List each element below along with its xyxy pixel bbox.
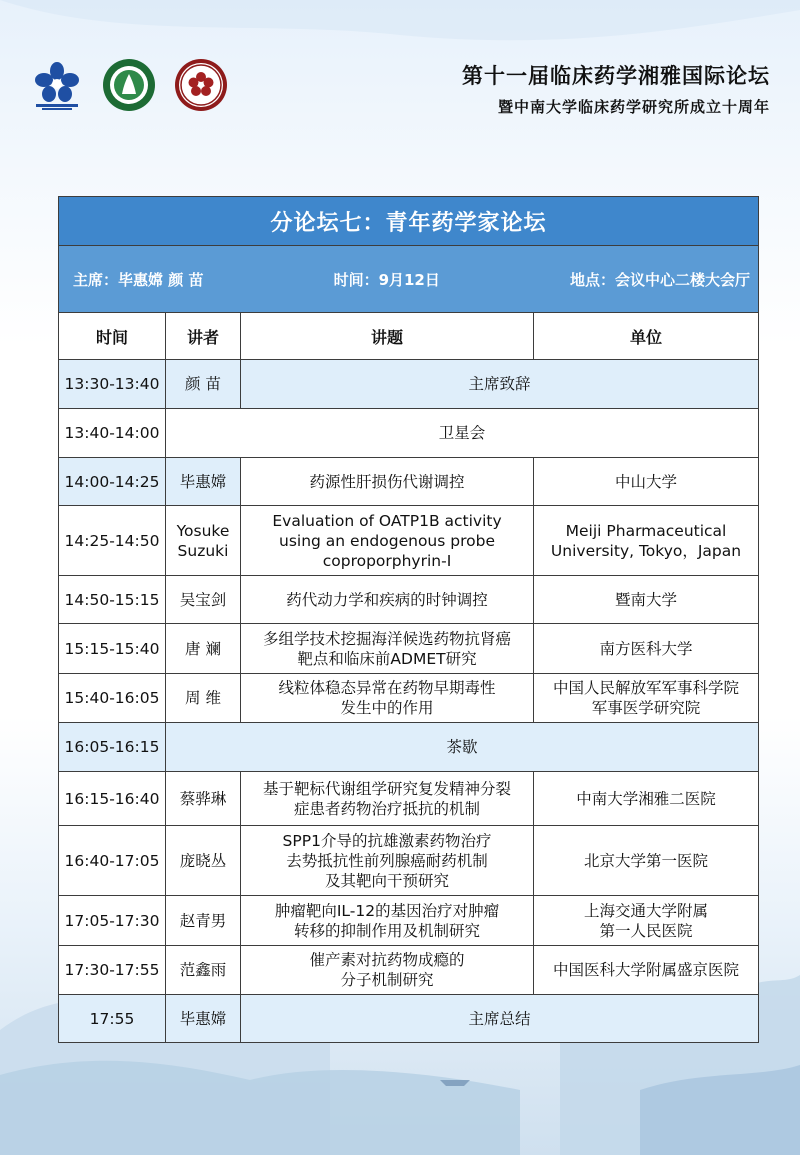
- forum-title: 分论坛七：青年药学家论坛: [59, 197, 759, 246]
- row-unit: 中山大学: [534, 458, 759, 506]
- row-unit: 中南大学湘雅二医院: [534, 772, 759, 826]
- table-row: [59, 946, 759, 995]
- row-speaker: 吴宝剑: [166, 576, 241, 624]
- forum-location: 地点：会议中心二楼大会厅: [569, 270, 750, 289]
- row-speaker: 蔡骅琳: [166, 772, 241, 826]
- schedule-table-container: [58, 196, 758, 1043]
- red-flower-seal-icon: [174, 58, 228, 112]
- row-time: 13:30-13:40: [59, 360, 166, 409]
- logo-group: [30, 58, 228, 112]
- row-unit: Meiji Pharmaceutical University, Tokyo，Japan: [534, 506, 759, 576]
- row-speaker: 唐 斓: [166, 624, 241, 674]
- column-header-unit: 单位: [534, 313, 759, 360]
- row-speaker: Yosuke Suzuki: [166, 506, 241, 576]
- table-row: [59, 772, 759, 826]
- row-topic: 线粒体稳态异常在药物早期毒性 发生中的作用: [241, 674, 534, 723]
- row-topic: Evaluation of OATP1B activity using an endogenous probe coproporphyrin-I: [241, 506, 534, 576]
- table-row: [59, 360, 759, 409]
- row-topic: 茶歇: [166, 723, 759, 772]
- table-row: [59, 896, 759, 946]
- forum-info-row: [59, 246, 759, 313]
- row-time: 17:05-17:30: [59, 896, 166, 946]
- blue-flower-logo-icon: [30, 58, 84, 112]
- conference-title-line2: 暨中南大学临床药学研究所成立十周年: [497, 98, 770, 116]
- row-speaker: 毕惠嫦: [166, 995, 241, 1043]
- row-topic: 卫星会: [166, 409, 759, 458]
- table-row: [59, 995, 759, 1043]
- table-row: [59, 506, 759, 576]
- schedule-table: [58, 196, 759, 1043]
- row-unit: 南方医科大学: [534, 624, 759, 674]
- row-speaker: 毕惠嫦: [166, 458, 241, 506]
- conference-title: [462, 60, 770, 117]
- row-time: 14:00-14:25: [59, 458, 166, 506]
- row-unit: 上海交通大学附属 第一人民医院: [534, 896, 759, 946]
- row-time: 14:25-14:50: [59, 506, 166, 576]
- table-row: [59, 826, 759, 896]
- forum-title-row: [59, 197, 759, 246]
- row-topic: 催产素对抗药物成瘾的 分子机制研究: [241, 946, 534, 995]
- row-time: 16:40-17:05: [59, 826, 166, 896]
- table-row: [59, 723, 759, 772]
- row-time: 14:50-15:15: [59, 576, 166, 624]
- row-time: 15:40-16:05: [59, 674, 166, 723]
- row-topic: 肿瘤靶向IL-12的基因治疗对肿瘤 转移的抑制作用及机制研究: [241, 896, 534, 946]
- green-circle-seal-icon: [102, 58, 156, 112]
- table-row: [59, 624, 759, 674]
- table-row: [59, 409, 759, 458]
- row-speaker: 颜 苗: [166, 360, 241, 409]
- row-time: 17:30-17:55: [59, 946, 166, 995]
- row-time: 15:15-15:40: [59, 624, 166, 674]
- forum-chairs: 主席：毕惠嫦 颜 苗: [73, 270, 204, 289]
- row-time: 16:05-16:15: [59, 723, 166, 772]
- row-speaker: 庞晓丛: [166, 826, 241, 896]
- column-header-topic: 讲题: [241, 313, 534, 360]
- row-unit: 中国医科大学附属盛京医院: [534, 946, 759, 995]
- row-unit: 北京大学第一医院: [534, 826, 759, 896]
- row-speaker: 范鑫雨: [166, 946, 241, 995]
- table-row: [59, 458, 759, 506]
- row-unit: 中国人民解放军军事科学院 军事医学研究院: [534, 674, 759, 723]
- row-topic: 基于靶标代谢组学研究复发精神分裂 症患者药物治疗抵抗的机制: [241, 772, 534, 826]
- table-row: [59, 674, 759, 723]
- row-topic: 主席总结: [241, 995, 759, 1043]
- row-topic: SPP1介导的抗雄激素药物治疗 去势抵抗性前列腺癌耐药机制 及其靶向干预研究: [241, 826, 534, 896]
- row-topic: 多组学技术挖掘海洋候选药物抗肾癌 靶点和临床前ADMET研究: [241, 624, 534, 674]
- row-topic: 药代动力学和疾病的时钟调控: [241, 576, 534, 624]
- conference-title-line1: 第十一届临床药学湘雅国际论坛: [462, 63, 770, 88]
- row-topic: 药源性肝损伤代谢调控: [241, 458, 534, 506]
- forum-time: 时间：9月12日: [333, 270, 440, 289]
- row-time: 13:40-14:00: [59, 409, 166, 458]
- row-time: 16:15-16:40: [59, 772, 166, 826]
- row-speaker: 周 维: [166, 674, 241, 723]
- row-topic: 主席致辞: [241, 360, 759, 409]
- row-time: 17:55: [59, 995, 166, 1043]
- column-header-time: 时间: [59, 313, 166, 360]
- table-header-row: [59, 313, 759, 360]
- column-header-speaker: 讲者: [166, 313, 241, 360]
- table-row: [59, 576, 759, 624]
- row-unit: 暨南大学: [534, 576, 759, 624]
- row-speaker: 赵青男: [166, 896, 241, 946]
